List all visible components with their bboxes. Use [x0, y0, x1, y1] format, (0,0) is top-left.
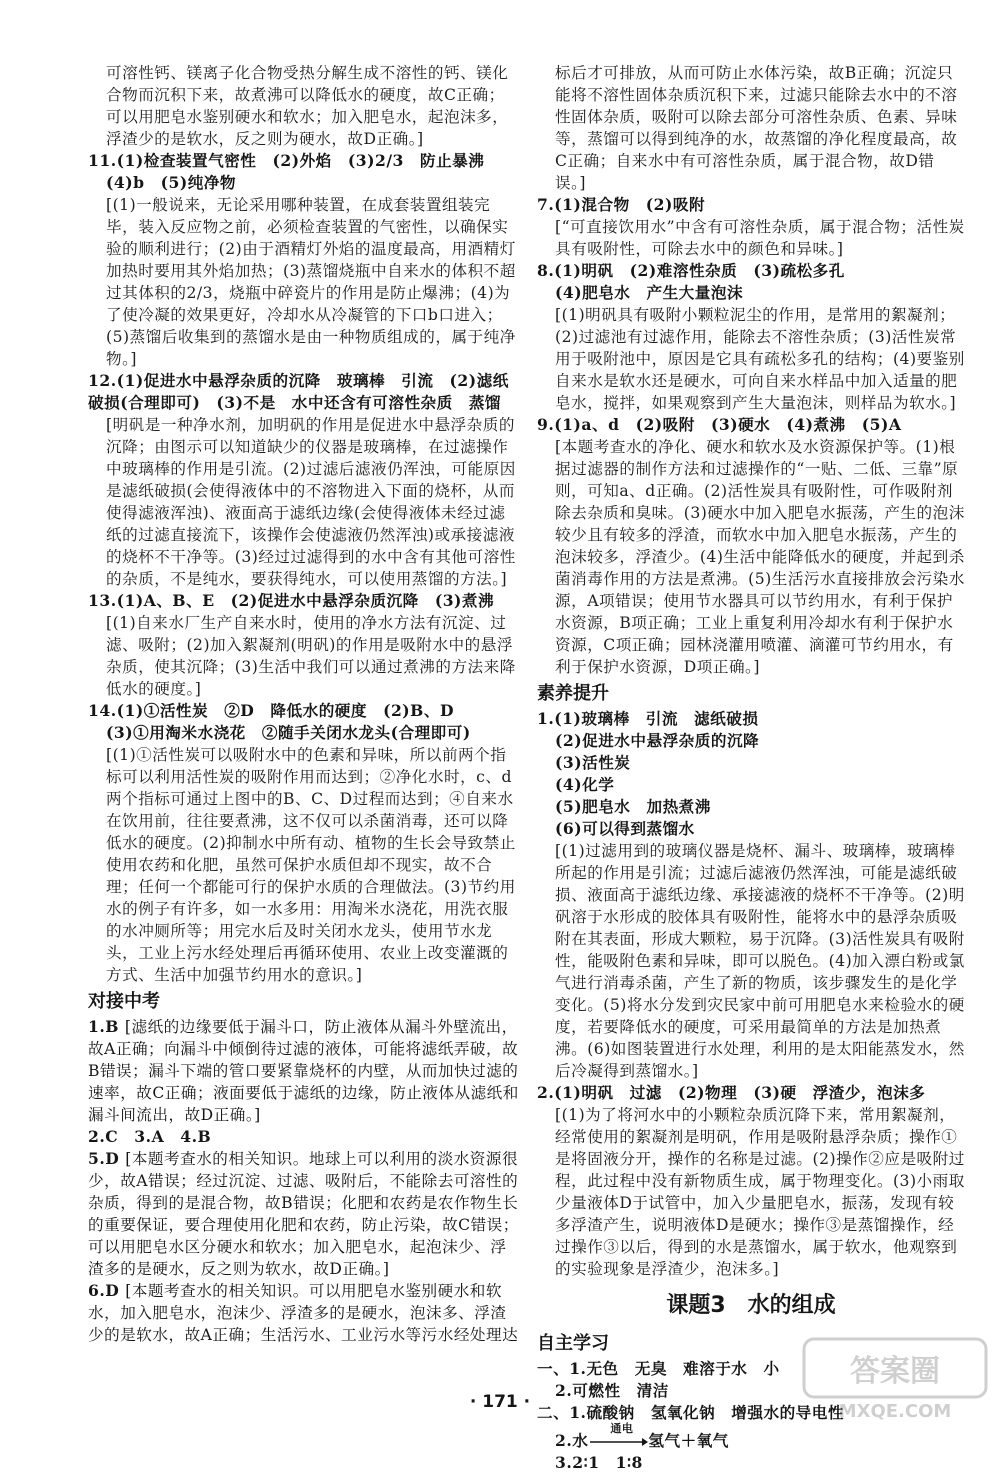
answer-choice: 1.B — [88, 1017, 125, 1036]
section-heading: 素养提升 — [537, 683, 609, 704]
answer-line: 2.C 3.A 4.B — [88, 1127, 212, 1146]
answer-line-continued: (5)肥皂水 加热煮沸 — [555, 797, 711, 816]
answer-line: 9.(1)a、d (2)吸附 (3)硬水 (4)煮沸 (5)A — [537, 415, 902, 434]
explanation-text: [(1)自来水厂生产自来水时，使用的净水方法有沉淀、过滤、吸附；(2)加入絮凝剂(明矾)的作用是吸附水中的悬浮杂质，使其沉降；(3)生活中我们可以通过煮沸的方法来降低水的硬度。] — [106, 614, 516, 698]
watermark-logo — [800, 1335, 990, 1425]
right-column — [537, 62, 965, 1474]
equation-reactant: 2.水 — [555, 1431, 589, 1450]
explanation-text: [(1)为了将河水中的小颗粒杂质沉降下来，常用絮凝剂，经常使用的絮凝剂是明矾，作用是吸附悬浮杂质；操作①是将固液分开，操作的名称是过滤。(2)操作②应是吸附过程，此过程中没有新物质生成，属于物理变化。(3)小雨取少量液体D于试管中，加入少量肥皂水，振荡，发现有较多浮渣产生，说明液体D是硬水；操作③是蒸馏操作，经过操作③以后，得到的水是蒸馏水，属于软水，他观察到的实验现象是浮渣少，泡沫多。] — [555, 1106, 965, 1278]
answer-line-continued: (4)b (5)纯净物 — [106, 173, 236, 192]
explanation-text: [(1)一般说来，无论采用哪种装置，在成套装置组装完毕，装入反应物之前，必须检查装置的气密性，以确保实验的顺利进行；(2)由于酒精灯外焰的温度最高，用酒精灯加热时要用其外焰加热；(3)蒸馏烧瓶中自来水的体积不超过其体积的2/3，烧瓶中碎瓷片的作用是防止爆沸；(4)为了使冷凝的效果更好，冷却水从冷凝管的下口b口进入；(5)蒸馏后收集到的蒸馏水是由一种物质组成的，属于纯净物。] — [106, 196, 516, 368]
answer-line-continued: (2)促进水中悬浮杂质的沉降 — [555, 731, 760, 750]
answer-line-continued: (4)化学 — [555, 775, 615, 794]
explanation-text: [本题考查水的净化、硬水和软水及水资源保护等。(1)根据过滤器的制作方法和过滤操作的“一贴、二低、三靠”原则，可知a、d正确。(2)活性炭具有吸附性，可作吸附剂除去杂质和臭味。(3)硬水中加入肥皂水振荡，产生的泡沫较少且有较多的浮渣，而软水中加入肥皂水振荡，产生的泡沫较多，浮渣少。(4)生活中能降低水的硬度，并起到杀菌消毒作用的方法是煮沸。(5)生活污水直接排放会污染水源，A项错误；使用节水器具可以节约用水，有利于保护水资源，B项正确；工业上重复利用冷却水有利于保护水资源，C项正确；园林浇灌用喷灌、滴灌可节约用水，有利于保护水资源，D项正确。] — [555, 438, 965, 676]
left-column — [88, 62, 520, 1346]
answer-line: 二、1.硫酸钠 氢氧化钠 增强水的导电性 — [537, 1403, 844, 1422]
answer-line: 1.(1)玻璃棒 引流 滤纸破损 — [537, 709, 759, 728]
answer-line: 11.(1)检查装置气密性 (2)外焰 (3)2/3 防止暴沸 — [88, 151, 485, 170]
reaction-arrow — [588, 1422, 648, 1452]
answer-line-continued: (3)①用淘米水浇花 ②随手关闭水龙头(合理即可) — [106, 723, 471, 742]
explanation-text: [(1)明矾具有吸附小颗粒泥尘的作用，是常用的絮凝剂；(2)过滤池有过滤作用，能除去不溶性杂质；(3)活性炭常用于吸附池中，原因是它具有疏松多孔的结构；(4)要鉴别自来水是软水还是硬水，可向自来水样品中加入适量的肥皂水，搅拌，如果观察到产生大量泡沫，则样品为软水。] — [555, 306, 965, 412]
answer-with-explanation — [88, 1280, 520, 1346]
answer-choice: 5.D — [88, 1149, 126, 1168]
explanation-text: 可溶性钙、镁离子化合物受热分解生成不溶性的钙、镁化合物而沉积下来，故煮沸可以降低水的硬度，故C正确；可以用肥皂水鉴别硬水和软水；加入肥皂水，起泡沫多，浮渣少的是软水，反之则为硬水，故D正确。] — [106, 64, 509, 148]
answer-line: 13.(1)A、B、E (2)促进水中悬浮杂质沉降 (3)煮沸 — [88, 591, 495, 610]
answer-line-continued: (6)可以得到蒸馏水 — [555, 819, 695, 838]
answer-with-explanation — [88, 1148, 520, 1280]
answer-line-continued: (4)肥皂水 产生大量泡沫 — [555, 283, 744, 302]
explanation-text: [(1)过滤用到的玻璃仪器是烧杯、漏斗、玻璃棒，玻璃棒所起的作用是引流；过滤后滤液仍然浑浊，可能是滤纸破损、液面高于滤纸边缘、承接滤液的烧杯不干净等。(2)明矾溶于水形成的胶体具有吸附性，能将水中的悬浮杂质吸附在其表面，形成大颗粒，易于沉降。(3)活性炭具有吸附性，能吸附色素和异味，即可以脱色。(4)加入漂白粉或氯气进行消毒杀菌，产生了新的物质，该步骤发生的是化学变化。(5)将水分发到灾民家中前可用肥皂水来检验水的硬度，若要降低水的硬度，可采用最简单的方法是加热煮沸。(6)如图装置进行水处理，利用的是太阳能蒸发水，然后冷凝得到蒸馏水。] — [555, 842, 965, 1080]
answer-line: 7.(1)混合物 (2)吸附 — [537, 195, 706, 214]
explanation-inline: [滤纸的边缘要低于漏斗口，防止液体从漏斗外壁流出，故A正确；向漏斗中倾倒待过滤的液体，可能将滤纸弄破，故B错误；漏斗下端的管口要紧靠烧杯的内壁，从而加快过滤的速率，故C正确；液面要低于滤纸的边缘，防止液体从滤纸和漏斗间流出，故D正确。] — [88, 1018, 519, 1124]
explanation-text: [(1)①活性炭可以吸附水中的色素和异味，所以前两个指标可以利用活性炭的吸附作用而达到；②净化水时，c、d两个指标可通过上图中的B、C、D过程而达到；④自来水在饮用前，往往要煮沸，这不仅可以杀菌消毒，还可以降低水的硬度。(2)抑制水中所有动、植物的生长会导致禁止使用农药和化肥，虽然可保护水质但却不现实，故不合理；任何一个都能可行的保护水质的合理做法。(3)节约用水的例子有许多，如一水多用：用淘米水浇花，用洗衣服的水冲厕所等；用完水后及时关闭水龙头，使用节水龙头，工业上污水经处理后再循环使用、农业上改变灌溉的方式、生活中加强节约用水的意识。] — [106, 746, 516, 984]
explanation-inline: [本题考查水的相关知识。可以用肥皂水鉴别硬水和软水，加入肥皂水，泡沫少、浮渣多的是硬水，泡沫多、浮渣少的是软水，故A正确；生活污水、工业污水等污水经处理达 — [88, 1282, 519, 1344]
svg-text:MXQE.COM: MXQE.COM — [838, 1401, 952, 1422]
answer-line: 14.(1)①活性炭 ②D 降低水的硬度 (2)B、D — [88, 701, 454, 720]
electrolysis-equation — [537, 1422, 965, 1452]
page-number: · 171 · — [469, 1392, 531, 1412]
answer-with-explanation — [88, 1016, 520, 1126]
explanation-inline: [本题考查水的相关知识。地球上可以利用的淡水资源很少，故A错误；经过沉淀、过滤、吸附后，不能除去可溶性的杂质，得到的是混合物，故B错误；化肥和农药是农作物生长的重要保证，要合理使用化肥和农药，防止污染，故C错误；可以用肥皂水区分硬水和软水；加入肥皂水，起泡沫少、浮渣多的是硬水，反之则为软水，故D正确。] — [88, 1150, 519, 1278]
reaction-condition: 通电 — [610, 1422, 634, 1435]
answer-line: 一、1.无色 无臭 难溶于水 小 — [537, 1359, 780, 1378]
answer-line-continued: 2.可燃性 清洁 — [555, 1381, 669, 1400]
section-heading: 对接中考 — [88, 991, 160, 1012]
answer-line: 2.(1)明矾 过滤 (2)物理 (3)硬 浮渣少，泡沫多 — [537, 1083, 926, 1102]
section-heading: 自主学习 — [537, 1333, 609, 1354]
svg-text:答案圈: 答案圈 — [850, 1354, 940, 1389]
explanation-text: [“可直接饮用水”中含有可溶性杂质，属于混合物；活性炭具有吸附性，可除去水中的颜色和异味。] — [555, 218, 965, 258]
answer-choice: 6.D — [88, 1281, 126, 1300]
explanation-text: [明矾是一种净水剂，加明矾的作用是促进水中悬浮杂质的沉降；由图示可以知道缺少的仪器是玻璃棒，在过滤操作中玻璃棒的作用是引流。(2)过滤后滤液仍浑浊，可能原因是滤纸破损(会使得液体中的不溶物进入下面的烧杯，从而使得滤液浑浊)、液面高于滤纸边缘(会使得液体未经过滤纸的过滤直接流下，该操作会使滤液仍然浑浊)或承接滤液的烧杯不干净等。(3)经过过滤得到的水中含有其他可溶性的杂质，不是纯水，要获得纯水，可以使用蒸馏的方法。] — [106, 416, 516, 588]
answer-line: 12.(1)促进水中悬浮杂质的沉降 玻璃棒 引流 (2)滤纸破损(合理即可) (3)不是 水中还含有可溶性杂质 蒸馏 — [88, 371, 509, 412]
answer-line-continued: (3)活性炭 — [555, 753, 631, 772]
topic-title: 课题3 水的组成 — [666, 1293, 836, 1318]
answer-line-continued: 3.2∶1 1∶8 — [555, 1453, 643, 1472]
answer-line: 8.(1)明矾 (2)难溶性杂质 (3)疏松多孔 — [537, 261, 845, 280]
explanation-text: 标后才可排放，从而可防止水体污染，故B正确；沉淀只能将不溶性固体杂质沉积下来，过滤只能除去水中的不溶性固体杂质，吸附可以除去部分可溶性杂质、色素、异味等，蒸馏可以得到纯净的水，故蒸馏的净化程度最高，故C正确；自来水中有可溶性杂质，属于混合物，故D错误。] — [555, 64, 958, 192]
equation-products: 氢气＋氧气 — [648, 1431, 729, 1450]
